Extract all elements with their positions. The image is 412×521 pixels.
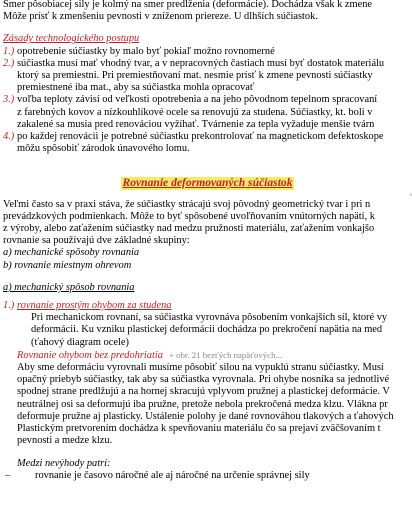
list-number: 3.) (3, 94, 15, 106)
subheading-row (3, 349, 412, 362)
document-page (3, 0, 412, 482)
sub-title: Rovnanie ohybom bez predohriatia (17, 349, 163, 361)
text-line: Smer pôsobiacej sily je kolmý na smer predĺženia (deformácie). Dochádza však k zmene (3, 0, 373, 10)
text-line: z farebných kovov a nízkouhlíkové ocele sa renovujú za studena. Súčiastky, kt. boli v (17, 106, 373, 118)
text-line: (ťahový diagram ocele) (31, 336, 129, 348)
list-item (3, 131, 412, 155)
list-number: 2.) (3, 57, 15, 69)
list-item (3, 300, 412, 312)
margin-note: + obr. 21 bezťých napäťových... (168, 349, 283, 360)
section-heading: Rovnanie deformovaných súčiastok (122, 176, 293, 190)
text-line: opačný priebyb súčiastky, tak aby sa súčiastka vyrovnala. Pri ohybe nosníka sa jednotlivé (17, 374, 390, 386)
list-item (3, 94, 412, 131)
text-line: rovnanie je časovo náročné ale aj náročné na určenie správnej sily (35, 469, 310, 481)
text-line: súčiastka musí mať vhodný tvar, a v nepracovných častiach musí byť dostatok materiálu (17, 57, 385, 69)
list-number: 1.) (3, 300, 15, 312)
text-line: premiestnené iba mat., aby sa súčiastka mohla opracovať (17, 82, 255, 94)
text-line: zakalené sa musia pred renováciou vyžíhať. Tvárnenie za tepla vyžaduje menšie tvárn (17, 118, 375, 130)
text-line: Veľmi často sa v praxi stáva, že súčiastky strácajú svoj pôvodný geometrický tvar i pri n (3, 198, 371, 210)
subsection-heading: a) mechanický spôsob rovnania (3, 281, 135, 293)
text-line: Plastickým pretvorením dochádza k spevňovaniu materiálu čo sa prejaví zväčšovaním t (17, 423, 381, 435)
text-line: pevnosti a medze klzu. (17, 435, 113, 447)
text-line: Pri mechanickom rovnaní, sa súčiastka vyrovnáva pôsobením vonkajších síl, ktoré vy (31, 312, 388, 324)
list-item (3, 470, 412, 482)
text-line: rovnanie sa používajú dve základné skupiny: (3, 235, 190, 247)
text-line: spodnej strane predlžujú a na hornej skracujú vplyvom pružnej a plastickej deformácie. V (17, 386, 390, 398)
method-item: b) rovnanie miestnym ohrevom (3, 259, 132, 271)
text-line: voľba teploty závisí od veľkosti opotrebenia a na jeho pôvodnom tepelnom spracovaní (17, 94, 378, 106)
text-line: opotrebenie súčiastky by malo byť pokiaľ možno rovnomerné (17, 45, 275, 57)
text-line: môžu spôsobiť zárodok únavového lomu. (17, 143, 190, 155)
text-line: po každej renovácii je potrebné súčiastku prekontrolovať na magnetickom defektoskope (17, 131, 384, 143)
text-line: ktorý sa premiestni. Pri premiestňovaní mat. nesmie prísť k zmene pevnosti súčiastky (17, 70, 373, 82)
text-line: Môže prísť k zmenšeniu pevnosti v zníženom priereze. U dlhších súčiastok. (3, 11, 318, 23)
text-line: Aby sme deformáciu vyrovnali musíme pôsobiť silou na vypuklú stranu súčiastky. Musí (17, 362, 384, 374)
text-line: prevádzkových podmienkach. Môže to byť spôsobené uvoľňovaním vnútorných napätí, k (3, 210, 375, 222)
list-number: 1.) (3, 45, 15, 57)
list-item (3, 58, 412, 95)
text-line: deformácii. Ku vzniku plastickej deformácii dochádza po prekročení napätia na med (31, 324, 383, 336)
text-line: z výroby, alebo zaťažením súčiastky nad medzu pružnosti materiálu, zaťažením vonkajšo (3, 223, 375, 235)
page-marker: s (409, 192, 412, 199)
dash-bullet: – (5, 469, 11, 481)
text-line: neutrálnej osi sa deformujú iba pružne, pretože nebola prekročená medza klzu. Vlákna pr (17, 398, 388, 410)
text-line: deformuje pružne aj plasticky. Ustálenie polohy je dané rovnováhou tlakových a ťahových (17, 410, 394, 422)
list-number: 4.) (3, 131, 15, 143)
cons-title: Medzi nevýhody patrí: (17, 457, 111, 469)
method-item: a) mechanické spôsoby rovnania (3, 247, 140, 259)
item-title: rovnanie prostým ohybom za studena (17, 300, 172, 312)
section-heading-wrap (3, 176, 412, 199)
principles-title: Zásady technologického postupu (3, 33, 140, 45)
list-item (3, 46, 412, 58)
